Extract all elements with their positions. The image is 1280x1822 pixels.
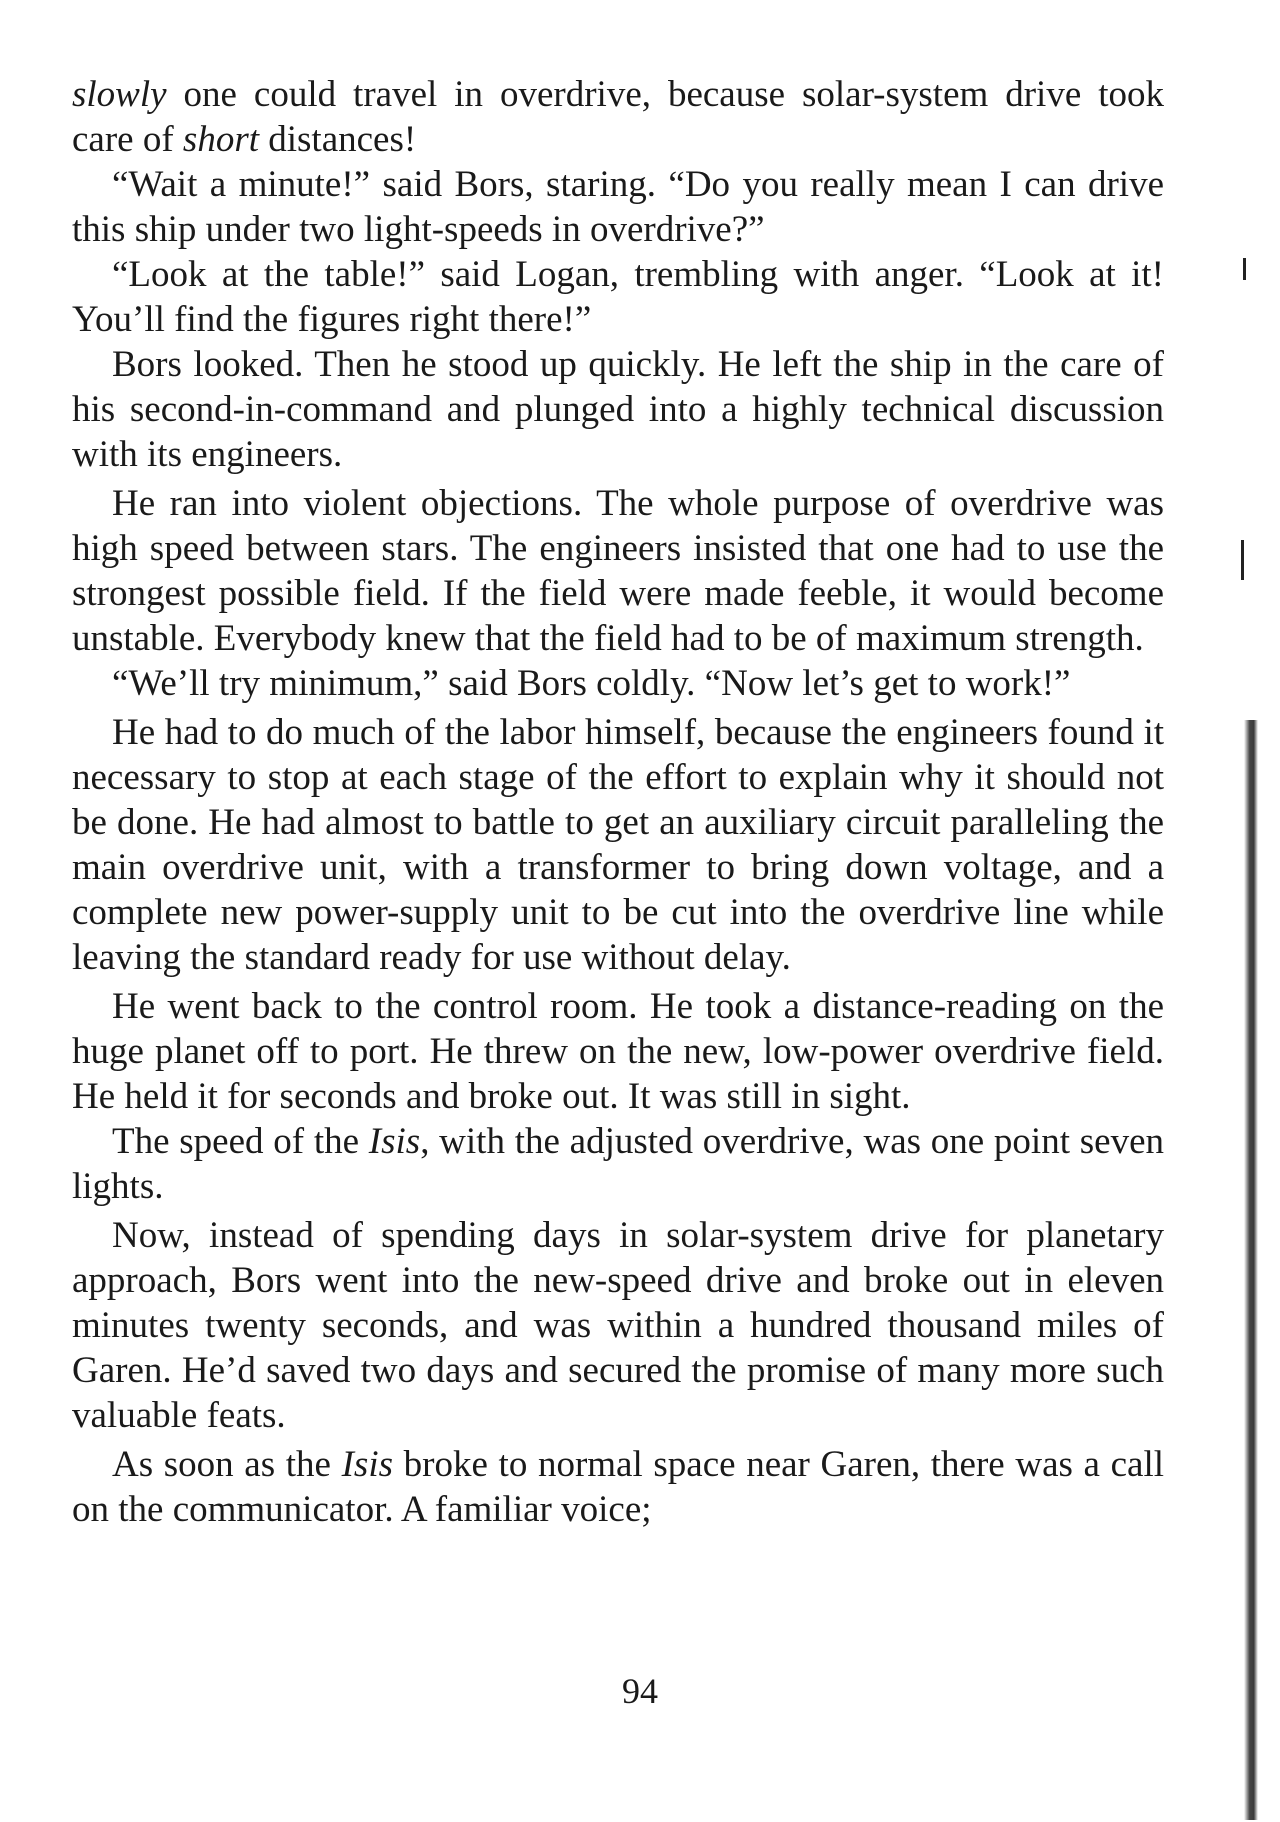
paragraph-1-tail: distances! [259,119,417,160]
paragraph-1 [72,72,1164,162]
paragraph-7: He had to do much of the labor himself, because the engineers found it necessary to stop at each stage of the effort to explain why it should not be done. He had almost to battle to get an auxiliary circuit paralleling the main overdrive unit, with a transformer to bring down voltage, and a complete new power-supply unit to be cut into the overdrive line while leaving the standard ready for use without delay. [72,712,1164,978]
emphasis-isis: Isis [368,1121,421,1162]
paragraph-2: “Wait a minute!” said Bors, staring. “Do you really mean I can drive this ship under two light-speeds in overdrive?” [72,164,1164,250]
paragraph-1-text: one could travel in overdrive, because solar-system drive took care of [72,74,1164,160]
page-number: 94 [622,1671,658,1711]
paragraph-11-pre: As soon as the [112,1444,342,1485]
paragraph-4: Bors looked. Then he stood up quickly. He left the ship in the care of his second-in-command and plunged into a highly technical discussion with its engineers. [72,344,1164,475]
paragraph-11 [72,1442,1164,1532]
page-body [72,72,1164,1532]
edge-mark [1243,258,1246,280]
paragraph-5: He ran into violent objections. The whole purpose of overdrive was high speed between stars. The engineers insisted that one had to use the strongest possible field. If the field were made feeble, it would become unstable. Everybody knew that the field had to be of maximum strength. [72,483,1164,659]
paragraph-9-pre: The speed of the [112,1121,369,1162]
paragraph-11-post: broke to normal space near Garen, there was a call on the communicator. A familiar voice; [72,1444,1165,1530]
paragraph-6: “We’ll try minimum,” said Bors coldly. “Now let’s get to work!” [112,663,1071,704]
page-edge-shadow [1244,720,1258,1820]
paragraph-10: Now, instead of spending days in solar-system drive for planetary approach, Bors went into the new-speed drive and broke out in eleven minutes twenty seconds, and was within a hundred thousand miles of Garen. He’d saved two days and secured the promise of many more such valuable feats. [72,1215,1164,1436]
paragraph-9 [72,1119,1164,1209]
emphasis-isis-2: Isis [341,1444,394,1485]
paragraph-8: He went back to the control room. He took a distance-reading on the huge planet off to port. He threw on the new, low-power overdrive field. He held it for seconds and broke out. It was still in sight. [72,986,1164,1117]
edge-mark [1241,540,1244,580]
emphasis-short: short [182,119,259,160]
paragraph-3: “Look at the table!” said Logan, trembling with anger. “Look at it! You’ll find the figures right there!” [72,254,1164,340]
emphasis-slowly: slowly [72,74,167,115]
paragraph-9-post: , with the adjusted overdrive, was one point seven lights. [72,1121,1164,1207]
